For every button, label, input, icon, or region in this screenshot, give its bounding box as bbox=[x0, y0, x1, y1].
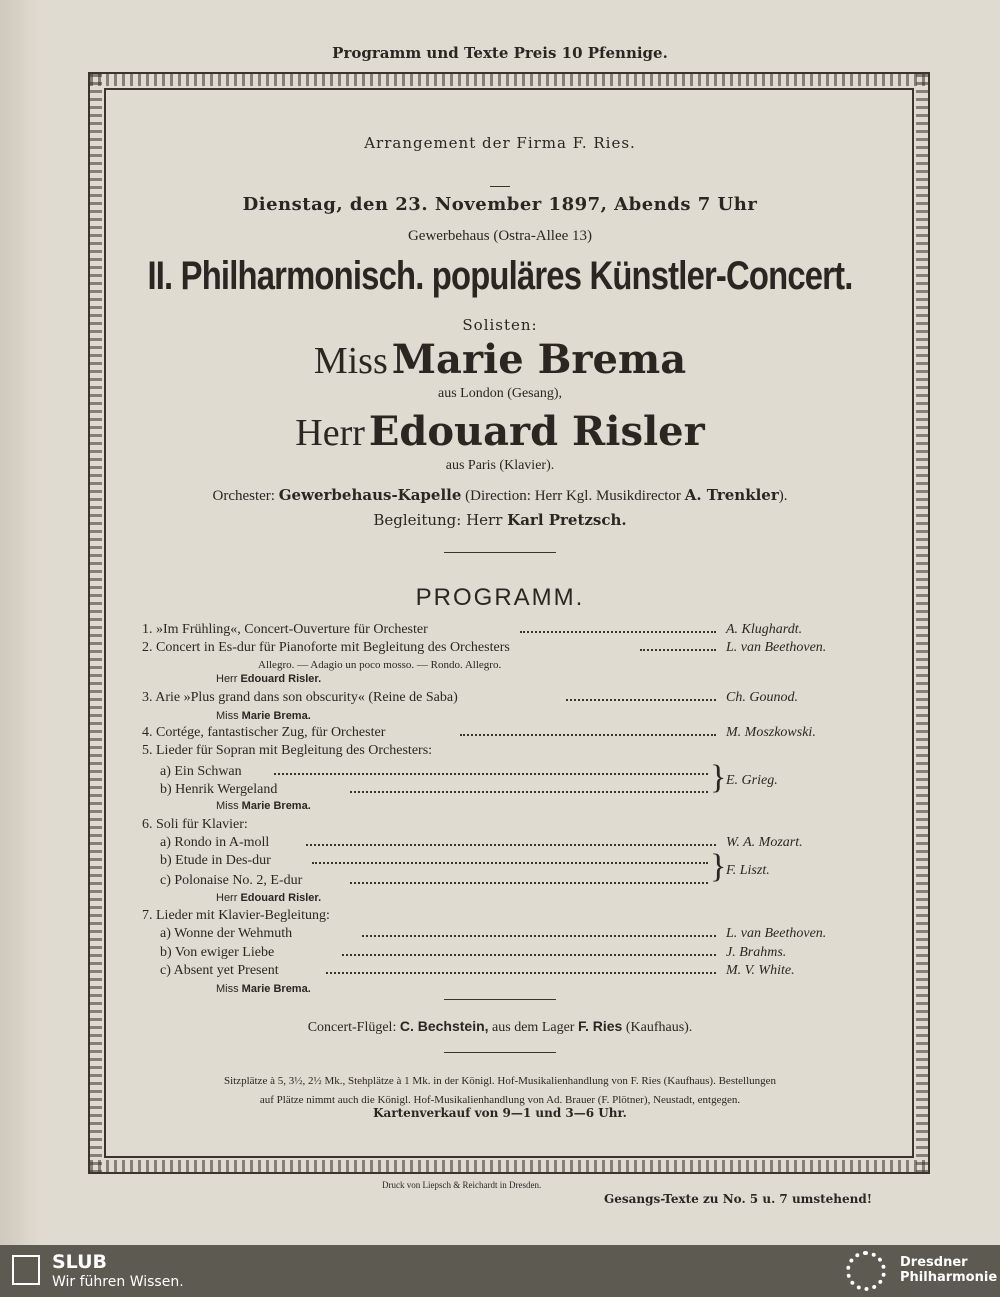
tempo-markings: Allegro. — Adagio un poco mosso. — Rondo. Allegro. bbox=[258, 659, 502, 671]
performer-brema bbox=[216, 800, 311, 812]
accompaniment-label: Begleitung: Herr bbox=[373, 511, 503, 529]
philharmonie-logo-icon bbox=[846, 1251, 886, 1291]
composer-3: Ch. Gounod. bbox=[726, 690, 798, 705]
divider-ornament bbox=[444, 552, 556, 553]
performer-name: Edouard Risler. bbox=[240, 673, 322, 685]
performer-prefix: Miss bbox=[216, 800, 239, 812]
ticket-info bbox=[0, 1072, 1000, 1110]
composer-4: M. Moszkowski. bbox=[726, 725, 816, 740]
leader-dots bbox=[342, 953, 716, 956]
small-dash bbox=[490, 186, 510, 187]
piano-end: (Kaufhaus). bbox=[625, 1020, 693, 1035]
orchestra-line bbox=[0, 486, 1000, 505]
performer-prefix: Miss bbox=[216, 983, 239, 995]
programm-item-6a: a) Rondo in A-moll bbox=[160, 835, 270, 850]
leader-dots bbox=[274, 772, 708, 775]
performer-name: Edouard Risler. bbox=[240, 892, 322, 904]
programm-item-7b: b) Von ewiger Liebe bbox=[160, 945, 275, 960]
performer-brema bbox=[216, 710, 311, 722]
performer-prefix: Miss bbox=[216, 710, 239, 722]
composer-6a: W. A. Mozart. bbox=[726, 835, 803, 850]
programm-item-7c: c) Absent yet Present bbox=[160, 963, 279, 978]
leader-dots bbox=[350, 881, 708, 884]
divider-line bbox=[444, 1052, 556, 1053]
piano-firm: F. Ries bbox=[577, 1018, 623, 1034]
slub-logo-icon bbox=[12, 1255, 40, 1285]
ticket-info-line-1: Sitzplätze à 5, 3½, 2½ Mk., Stehplätze à 1 Mk. in der Königl. Hof-Musikalienhandlung von F. Ries (Kaufhaus). Bestellungen bbox=[223, 1075, 777, 1087]
orchestra-label: Orchester: bbox=[212, 488, 275, 504]
leader-dots bbox=[326, 971, 716, 974]
piano-label: Concert-Flügel: bbox=[307, 1020, 397, 1035]
soloist-1 bbox=[0, 336, 1000, 383]
piano-brand: C. Bechstein, bbox=[399, 1018, 489, 1034]
programm-item-5: 5. Lieder für Sopran mit Begleitung des Orchesters: bbox=[142, 743, 433, 758]
soloist-1-origin: aus London (Gesang), bbox=[437, 386, 563, 401]
programm-item-7a: a) Wonne der Wehmuth bbox=[160, 926, 293, 941]
arrangement-line: Arrangement der Firma F. Ries. bbox=[364, 134, 636, 152]
programm-item-5b: b) Henrik Wergeland bbox=[160, 782, 278, 797]
composer-2: L. van Beethoven. bbox=[726, 640, 827, 655]
printer-imprint: Druck von Liepsch & Reichardt in Dresden. bbox=[382, 1180, 542, 1190]
piano-note bbox=[0, 1018, 1000, 1036]
frame-ornament-top bbox=[90, 74, 928, 86]
orchestra-director: A. Trenkler bbox=[684, 486, 779, 504]
leader-dots bbox=[566, 698, 716, 701]
brace: } bbox=[710, 848, 727, 885]
leader-dots bbox=[312, 861, 708, 864]
performer-prefix: Herr bbox=[216, 892, 238, 904]
orchestra-name: Gewerbehaus-Kapelle bbox=[278, 486, 462, 504]
slub-title: SLUB bbox=[52, 1251, 108, 1273]
soloist-2-name: Edouard Risler bbox=[368, 408, 705, 455]
programm-item-1: 1. »Im Frühling«, Concert-Ouverture für Orchester bbox=[142, 622, 428, 637]
programm-item-6: 6. Soli für Klavier: bbox=[142, 817, 248, 832]
programm-item-6c: c) Polonaise No. 2, E-dur bbox=[160, 873, 303, 888]
ticket-hours: Kartenverkauf von 9—1 und 3—6 Uhr. bbox=[373, 1106, 627, 1120]
soloist-1-prefix: Miss bbox=[313, 340, 388, 382]
leader-dots bbox=[350, 790, 708, 793]
accompaniment-line bbox=[0, 511, 1000, 529]
programm-item-3: 3. Arie »Plus grand dans son obscurity« (Reine de Saba) bbox=[142, 690, 458, 705]
performer-brema bbox=[216, 983, 311, 995]
divider-line bbox=[444, 999, 556, 1000]
performer-risler bbox=[216, 892, 321, 904]
composer-7a: L. van Beethoven. bbox=[726, 926, 827, 941]
programm-item-4: 4. Cortége, fantastischer Zug, für Orchester bbox=[142, 725, 386, 740]
accompaniment-name: Karl Pretzsch. bbox=[507, 511, 627, 529]
programm-item-6b: b) Etude in Des-dur bbox=[160, 853, 271, 868]
orchestra-close: ). bbox=[778, 488, 788, 504]
leader-dots bbox=[520, 630, 716, 633]
slub-slogan: Wir führen Wissen. bbox=[52, 1274, 184, 1290]
soloist-2-prefix: Herr bbox=[295, 412, 365, 454]
date-line: Dienstag, den 23. November 1897, Abends 7 Uhr bbox=[242, 194, 758, 215]
composer-7c: M. V. White. bbox=[726, 963, 795, 978]
leader-dots bbox=[306, 843, 716, 846]
lyrics-note: Gesangs-Texte zu No. 5 u. 7 umstehend! bbox=[604, 1192, 873, 1206]
leader-dots bbox=[362, 934, 716, 937]
programm-heading: PROGRAMM. bbox=[415, 584, 585, 611]
philharmonie-line-1: Dresdner bbox=[900, 1255, 968, 1270]
performer-name: Marie Brema. bbox=[241, 983, 311, 995]
composer-1: A. Klughardt. bbox=[726, 622, 803, 637]
performer-risler bbox=[216, 673, 321, 685]
leader-dots bbox=[640, 648, 716, 651]
philharmonie-line-2: Philharmonie bbox=[900, 1270, 998, 1285]
frame-ornament-bottom bbox=[90, 1160, 928, 1172]
soloist-1-name: Marie Brema bbox=[391, 336, 687, 383]
performer-prefix: Herr bbox=[216, 673, 238, 685]
price-note: Programm und Texte Preis 10 Pfennige. bbox=[332, 44, 668, 62]
soloist-2 bbox=[0, 408, 1000, 455]
brace: } bbox=[710, 759, 727, 796]
concert-title: II. Philharmonisch. populäres Künstler-Concert. bbox=[147, 254, 853, 298]
performer-name: Marie Brema. bbox=[241, 710, 311, 722]
paper-edge bbox=[0, 0, 40, 1245]
programm-item-2: 2. Concert in Es-dur für Pianoforte mit Begleitung des Orchesters bbox=[142, 640, 510, 655]
composer-5: E. Grieg. bbox=[726, 773, 778, 788]
piano-mid: aus dem Lager bbox=[492, 1020, 575, 1035]
footer-bar bbox=[0, 1245, 1000, 1297]
composer-7b: J. Brahms. bbox=[726, 945, 787, 960]
performer-name: Marie Brema. bbox=[241, 800, 311, 812]
leader-dots bbox=[460, 733, 716, 736]
philharmonie-name bbox=[900, 1255, 997, 1285]
programm-item-5a: a) Ein Schwan bbox=[160, 764, 242, 779]
ticket-info-line-2: auf Plätze nimmt auch die Königl. Hof-Musikalienhandlung von Ad. Brauer (F. Plötner), Neustadt, entgegen. bbox=[259, 1094, 741, 1106]
composer-6bc: F. Liszt. bbox=[726, 863, 770, 878]
soloist-2-origin: aus Paris (Klavier). bbox=[445, 458, 555, 473]
orchestra-direction: (Direction: Herr Kgl. Musikdirector bbox=[465, 488, 681, 504]
venue-line: Gewerbehaus (Ostra-Allee 13) bbox=[407, 228, 593, 244]
programm-item-7: 7. Lieder mit Klavier-Begleitung: bbox=[142, 908, 330, 923]
soloists-label: Solisten: bbox=[462, 316, 538, 334]
